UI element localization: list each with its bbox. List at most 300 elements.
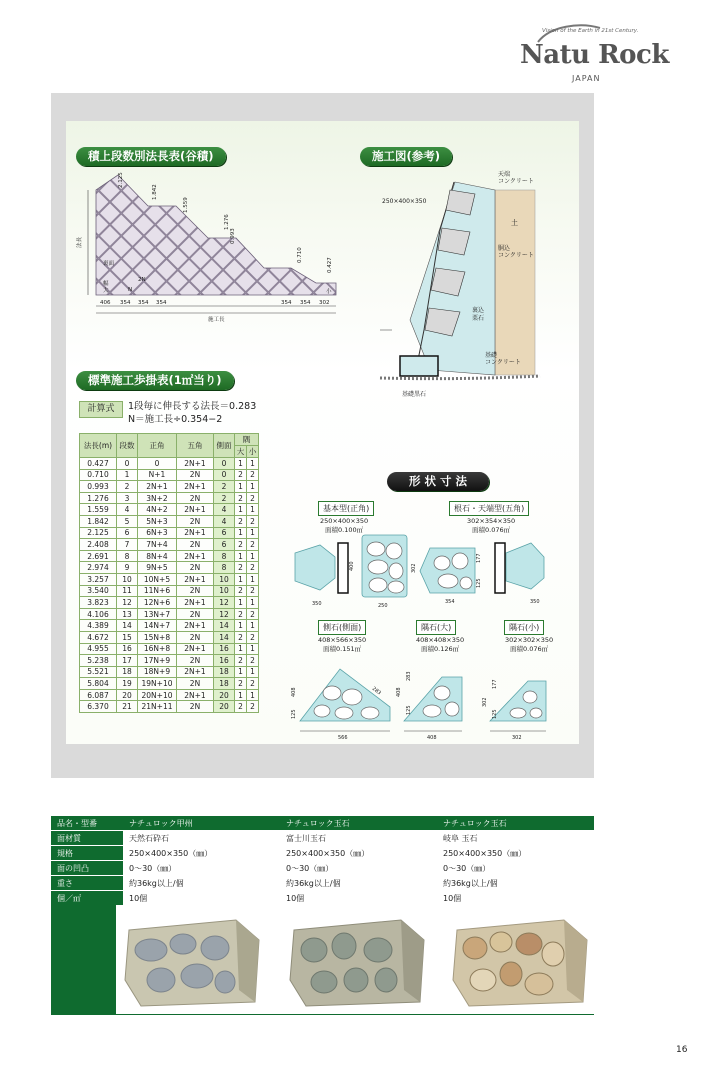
table-cell: 2 — [247, 469, 259, 481]
table-cell: 10 — [214, 585, 235, 597]
table-cell: 1 — [247, 573, 259, 585]
table-cell: 7N+4 — [138, 539, 177, 551]
basic-d1: 350 — [312, 601, 322, 607]
base-label-2: コンクリート — [485, 359, 521, 366]
table-cell: 19 — [117, 678, 138, 690]
table-cell: 2N — [177, 539, 214, 551]
title-construction: 施工図(参考) — [360, 147, 452, 166]
table-row — [80, 643, 259, 655]
table-row — [80, 469, 259, 481]
basic-d3: 250 — [378, 603, 388, 609]
spec-line: 408×408×350 — [416, 636, 465, 644]
label-2n: 2N — [138, 277, 146, 283]
spec-line: 408×566×350 — [318, 636, 367, 644]
table-cell: 2N+1 — [177, 573, 214, 585]
table-cell: 2N+1 — [138, 481, 177, 493]
table-cell: 13 — [117, 608, 138, 620]
logo-sub: JAPAN — [572, 74, 601, 83]
table-cell: 2N+1 — [177, 527, 214, 539]
side-d2: 566 — [338, 735, 348, 741]
table-cell: 2 — [235, 701, 247, 713]
table-cell: 12 — [117, 597, 138, 609]
table-cell: 5.238 — [80, 655, 117, 667]
table-cell: 6 — [117, 527, 138, 539]
product-cell: 天然石砕石 — [123, 831, 280, 846]
steps-table — [79, 433, 259, 713]
table-row — [80, 597, 259, 609]
table-row — [80, 527, 259, 539]
cornerL-d4: 125 — [406, 705, 412, 715]
table-cell: 11N+6 — [138, 585, 177, 597]
table-cell: N+1 — [138, 469, 177, 481]
table-cell: 16 — [214, 655, 235, 667]
table-cell: 11 — [117, 585, 138, 597]
side-label-2: 裏面 — [103, 261, 115, 267]
table-cell: 2 — [247, 562, 259, 574]
shape-label-side: 側石(側面) — [318, 620, 366, 635]
shape-spec-corner-small — [505, 636, 553, 654]
product-cell: ナチュロック甲州 — [123, 816, 280, 831]
table-row — [80, 620, 259, 632]
cornerS-d1: 302 — [482, 697, 488, 707]
product-row-header: 規格 — [51, 846, 123, 861]
col-header: 側面 — [214, 434, 235, 458]
table-cell: 12 — [214, 608, 235, 620]
table-cell: 9N+5 — [138, 562, 177, 574]
product-cell: 250×400×350（㎜） — [437, 846, 594, 861]
shape-label-edge: 根石・天端型(五角) — [449, 501, 529, 516]
product-cell: 約36kg以上/個 — [280, 876, 437, 891]
product-table — [51, 816, 594, 906]
table-cell: 2 — [214, 481, 235, 493]
product-cell: 10個 — [437, 891, 594, 906]
height-5: 0.710 — [297, 247, 303, 263]
table-cell: 5N+3 — [138, 515, 177, 527]
table-row — [80, 678, 259, 690]
col-header: 大 — [235, 446, 247, 458]
table-cell: 0 — [214, 469, 235, 481]
table-row — [80, 504, 259, 516]
table-cell: 1 — [247, 620, 259, 632]
formula-line-2: N＝施工長÷0.354−2 — [128, 414, 223, 425]
table-cell: 10N+5 — [138, 573, 177, 585]
table-cell: 1 — [247, 597, 259, 609]
edge-d2: 302 — [411, 563, 417, 573]
table-cell: 1 — [235, 643, 247, 655]
table-cell: 4 — [117, 504, 138, 516]
table-cell: 4.106 — [80, 608, 117, 620]
table-cell: 14 — [214, 620, 235, 632]
table-cell: 1 — [235, 689, 247, 701]
spec-line: 302×302×350 — [505, 636, 554, 644]
table-cell: 1 — [235, 597, 247, 609]
foot-label: 基礎黒石 — [402, 391, 427, 398]
width-2: 354 — [138, 300, 149, 306]
edge-d3: 177 — [476, 553, 482, 563]
table-cell: 17 — [117, 655, 138, 667]
table-cell: 2 — [247, 678, 259, 690]
height-6: 0.427 — [327, 257, 333, 273]
shape-label-corner-large: 隅石(大) — [416, 620, 456, 635]
table-cell: 1 — [247, 643, 259, 655]
top-label-2: コンクリート — [498, 178, 534, 185]
table-cell: 5 — [117, 515, 138, 527]
table-cell: 1 — [235, 504, 247, 516]
table-cell: 0 — [117, 458, 138, 470]
formula-label: 計算式 — [79, 401, 123, 418]
shape-label-corner-small: 隅石(小) — [504, 620, 544, 635]
product-cell: 250×400×350（㎜） — [280, 846, 437, 861]
table-cell: 1 — [235, 527, 247, 539]
table-cell: 16N+8 — [138, 643, 177, 655]
table-cell: 2N+1 — [177, 666, 214, 678]
table-cell: 6 — [214, 539, 235, 551]
edge-d1: 354 — [445, 599, 455, 605]
table-cell: 1 — [247, 527, 259, 539]
table-cell: 18 — [117, 666, 138, 678]
table-cell: 14 — [214, 631, 235, 643]
table-cell: 20N+10 — [138, 689, 177, 701]
table-cell: 2N — [177, 515, 214, 527]
table-row — [80, 608, 259, 620]
spec-line: 面積0.076㎡ — [472, 526, 511, 534]
table-cell: 0.427 — [80, 458, 117, 470]
table-cell: 2N — [177, 562, 214, 574]
table-cell: 2N — [177, 631, 214, 643]
product-photos — [51, 904, 594, 1015]
table-cell: 2N+1 — [177, 620, 214, 632]
table-cell: 2 — [235, 562, 247, 574]
product-row — [51, 861, 594, 876]
table-cell: 2 — [235, 515, 247, 527]
width-5: 354 — [300, 300, 311, 306]
table-row — [80, 631, 259, 643]
cornerL-d1: 408 — [396, 687, 402, 697]
table-cell: 15 — [117, 631, 138, 643]
table-cell: 2N+1 — [177, 643, 214, 655]
table-cell: 2 — [235, 655, 247, 667]
shape-spec-side — [318, 636, 366, 654]
stone-photo-koshu — [121, 910, 271, 1010]
table-cell: 6.087 — [80, 689, 117, 701]
shape-label-basic: 基本型(正角) — [318, 501, 374, 516]
table-cell: 12N+6 — [138, 597, 177, 609]
page-number: 16 — [676, 1045, 688, 1055]
bottom-label: 施工長 — [208, 317, 225, 323]
table-cell: 2N — [177, 469, 214, 481]
formula-line-1: 1段毎に伸長する法長＝0.283 — [128, 401, 257, 412]
table-cell: 1.276 — [80, 492, 117, 504]
top-label-1: 天端 — [498, 171, 511, 178]
table-cell: 4.389 — [80, 620, 117, 632]
table-cell: 4.672 — [80, 631, 117, 643]
shape-drawings-top — [290, 533, 580, 613]
spec-line: 面積0.100㎡ — [325, 526, 364, 534]
table-cell: 1 — [235, 550, 247, 562]
side-d1: 408 — [291, 687, 297, 697]
table-cell: 2 — [214, 492, 235, 504]
table-cell: 19N+10 — [138, 678, 177, 690]
table-cell: 4N+2 — [138, 504, 177, 516]
table-cell: 6N+3 — [138, 527, 177, 539]
cornerL-d2: 408 — [427, 735, 437, 741]
product-cell: ナチュロック玉石 — [280, 816, 437, 831]
table-cell: 1 — [247, 550, 259, 562]
photo-row-header — [51, 904, 116, 1014]
shape-drawings-bottom — [292, 655, 557, 740]
table-cell: 2 — [235, 678, 247, 690]
table-cell: 2N+1 — [177, 597, 214, 609]
table-cell: 0 — [214, 458, 235, 470]
table-cell: 2.691 — [80, 550, 117, 562]
edge-d4: 125 — [476, 578, 482, 588]
table-cell: 2 — [247, 539, 259, 551]
table-cell: 3.823 — [80, 597, 117, 609]
soil-label: 土 — [511, 219, 518, 227]
table-cell: 10 — [214, 573, 235, 585]
table-cell: 14 — [117, 620, 138, 632]
table-cell: 1 — [247, 666, 259, 678]
table-cell: 20 — [214, 689, 235, 701]
spec-line: 面積0.076㎡ — [510, 645, 549, 653]
product-row-header: 品名・型番 — [51, 816, 123, 831]
product-row — [51, 816, 594, 831]
table-cell: 2 — [247, 701, 259, 713]
table-cell: 18N+9 — [138, 666, 177, 678]
table-cell: 2 — [247, 585, 259, 597]
table-cell: 16 — [214, 643, 235, 655]
spec-line: 302×354×350 — [467, 517, 516, 525]
table-cell: 1.842 — [80, 515, 117, 527]
table-cell: 2 — [235, 539, 247, 551]
construction-drawing — [380, 170, 545, 400]
table-cell: 1 — [117, 469, 138, 481]
table-row — [80, 666, 259, 678]
cornerL-d3: 283 — [406, 671, 412, 681]
table-row — [80, 689, 259, 701]
table-cell: 2N+1 — [177, 481, 214, 493]
table-cell: 2N+1 — [177, 458, 214, 470]
law-length-diagram — [76, 168, 351, 323]
table-cell: 9 — [117, 562, 138, 574]
table-cell: 20 — [117, 689, 138, 701]
table-row — [80, 492, 259, 504]
table-cell: 1.559 — [80, 504, 117, 516]
table-cell: 2N — [177, 585, 214, 597]
table-cell: 2N — [177, 655, 214, 667]
product-cell: 0〜30（㎜） — [280, 861, 437, 876]
cornerS-d2: 302 — [512, 735, 522, 741]
table-cell: 1 — [235, 573, 247, 585]
table-cell: 5.521 — [80, 666, 117, 678]
table-cell: 20 — [214, 701, 235, 713]
table-cell: 4 — [214, 504, 235, 516]
product-cell: 約36kg以上/個 — [123, 876, 280, 891]
back-label-2: 栗石 — [472, 315, 485, 322]
brand-logo — [520, 24, 670, 94]
formula — [128, 400, 256, 426]
table-cell: 2N+1 — [177, 504, 214, 516]
table-cell: 4 — [214, 515, 235, 527]
table-cell: 6 — [214, 527, 235, 539]
product-row — [51, 876, 594, 891]
base-label: 幅 — [103, 281, 109, 287]
table-row — [80, 573, 259, 585]
height-0: 2.125 — [118, 172, 124, 188]
width-1: 354 — [120, 300, 131, 306]
width-0: 406 — [100, 300, 111, 306]
width-6: 302 — [319, 300, 330, 306]
table-cell: 2 — [247, 655, 259, 667]
col-header: 小 — [247, 446, 259, 458]
product-cell: 10個 — [280, 891, 437, 906]
table-cell: 18 — [214, 666, 235, 678]
construction-dim: 250×400×350 — [382, 198, 427, 205]
table-cell: 4.955 — [80, 643, 117, 655]
side-label: 法長 — [77, 236, 83, 248]
table-cell: 2.974 — [80, 562, 117, 574]
product-row-header: 面材質 — [51, 831, 123, 846]
base-label-2: 大 — [103, 288, 109, 294]
table-row — [80, 655, 259, 667]
table-cell: 2N — [177, 678, 214, 690]
title-steps: 標準施工歩掛表(1㎡当り) — [76, 371, 234, 390]
table-cell: 1 — [247, 458, 259, 470]
table-cell: 0.710 — [80, 469, 117, 481]
table-row — [80, 701, 259, 713]
product-row — [51, 831, 594, 846]
table-cell: 1 — [247, 689, 259, 701]
height-2: 1.559 — [183, 197, 189, 213]
col-header: 五角 — [177, 434, 214, 458]
table-row — [80, 562, 259, 574]
table-cell: 3.540 — [80, 585, 117, 597]
table-cell: 0.993 — [80, 481, 117, 493]
basic-d2: 400 — [349, 561, 355, 571]
table-cell: 13N+7 — [138, 608, 177, 620]
height-4: 0.993 — [230, 228, 236, 244]
table-row — [80, 585, 259, 597]
table-cell: 2 — [247, 608, 259, 620]
table-cell: 2N — [177, 608, 214, 620]
fill-label-2: コンクリート — [498, 252, 534, 259]
table-cell: 2 — [235, 631, 247, 643]
table-row — [80, 550, 259, 562]
table-cell: 2 — [247, 515, 259, 527]
table-cell: 2N — [177, 701, 214, 713]
spec-line: 250×400×350 — [320, 517, 369, 525]
table-cell: 2N — [177, 492, 214, 504]
table-cell: 21 — [117, 701, 138, 713]
table-cell: 2N+1 — [177, 689, 214, 701]
table-cell: 8 — [117, 550, 138, 562]
product-row-header: 面の凹凸 — [51, 861, 123, 876]
product-cell: 0〜30（㎜） — [437, 861, 594, 876]
table-cell: 1 — [235, 458, 247, 470]
product-row — [51, 846, 594, 861]
logo-name: Natu Rock — [520, 40, 669, 70]
table-cell: 1 — [247, 481, 259, 493]
table-row — [80, 515, 259, 527]
table-cell: 3 — [117, 492, 138, 504]
table-cell: 7 — [117, 539, 138, 551]
fill-label-1: 胴込 — [498, 245, 511, 252]
table-cell: 2N+1 — [177, 550, 214, 562]
table-cell: 1 — [235, 481, 247, 493]
product-cell: 岐阜 玉石 — [437, 831, 594, 846]
table-cell: 0 — [138, 458, 177, 470]
width-3: 354 — [156, 300, 167, 306]
cornerS-d3: 177 — [492, 679, 498, 689]
back-label-1: 裏込 — [472, 307, 485, 314]
col-header: 法長(m) — [80, 434, 117, 458]
table-cell: 2 — [235, 469, 247, 481]
table-cell: 16 — [117, 643, 138, 655]
table-cell: 1 — [235, 666, 247, 678]
col-header: 隅 — [235, 434, 259, 446]
table-cell: 2.125 — [80, 527, 117, 539]
table-cell: 1 — [247, 504, 259, 516]
product-row-header: 重さ — [51, 876, 123, 891]
table-cell: 14N+7 — [138, 620, 177, 632]
product-cell: 富士川玉石 — [280, 831, 437, 846]
edge-d5: 350 — [530, 599, 540, 605]
table-cell: 15N+8 — [138, 631, 177, 643]
product-row-header: 個／㎡ — [51, 891, 123, 906]
product-cell: ナチュロック玉石 — [437, 816, 594, 831]
table-cell: 21N+11 — [138, 701, 177, 713]
width-4: 354 — [281, 300, 292, 306]
table-cell: 17N+9 — [138, 655, 177, 667]
table-cell: 5.804 — [80, 678, 117, 690]
table-cell: 2 — [235, 608, 247, 620]
table-cell: 2 — [235, 492, 247, 504]
table-cell: 12 — [214, 597, 235, 609]
base-label-1: 基礎 — [485, 352, 498, 359]
table-cell: 10 — [117, 573, 138, 585]
col-header: 段数 — [117, 434, 138, 458]
table-cell: 8 — [214, 550, 235, 562]
title-shape: 形 状 寸 法 — [387, 472, 489, 491]
spec-line: 面積0.126㎡ — [421, 645, 460, 653]
label-small: 小 — [326, 289, 332, 295]
product-cell: 10個 — [123, 891, 280, 906]
table-cell: 8 — [214, 562, 235, 574]
table-cell: 8N+4 — [138, 550, 177, 562]
table-row — [80, 539, 259, 551]
stone-photo-fuji — [286, 910, 436, 1010]
label-n: N — [128, 287, 133, 293]
table-cell: 2 — [247, 631, 259, 643]
product-cell: 0〜30（㎜） — [123, 861, 280, 876]
height-1: 1.842 — [152, 184, 158, 200]
height-3: 1.276 — [224, 214, 230, 230]
table-cell: 3.257 — [80, 573, 117, 585]
table-cell: 2.408 — [80, 539, 117, 551]
table-cell: 3N+2 — [138, 492, 177, 504]
cornerS-d4: 125 — [492, 709, 498, 719]
table-cell: 2 — [117, 481, 138, 493]
logo-tagline: Vision of the Earth in 21st Century. — [542, 28, 639, 34]
table-row — [80, 458, 259, 470]
table-cell: 6.370 — [80, 701, 117, 713]
product-cell: 約36kg以上/個 — [437, 876, 594, 891]
side-d4: 283 — [370, 685, 382, 697]
title-law-table: 積上段数別法長表(谷積) — [76, 147, 226, 166]
table-cell: 2 — [247, 492, 259, 504]
stone-photo-gifu — [449, 910, 599, 1010]
table-row — [80, 481, 259, 493]
